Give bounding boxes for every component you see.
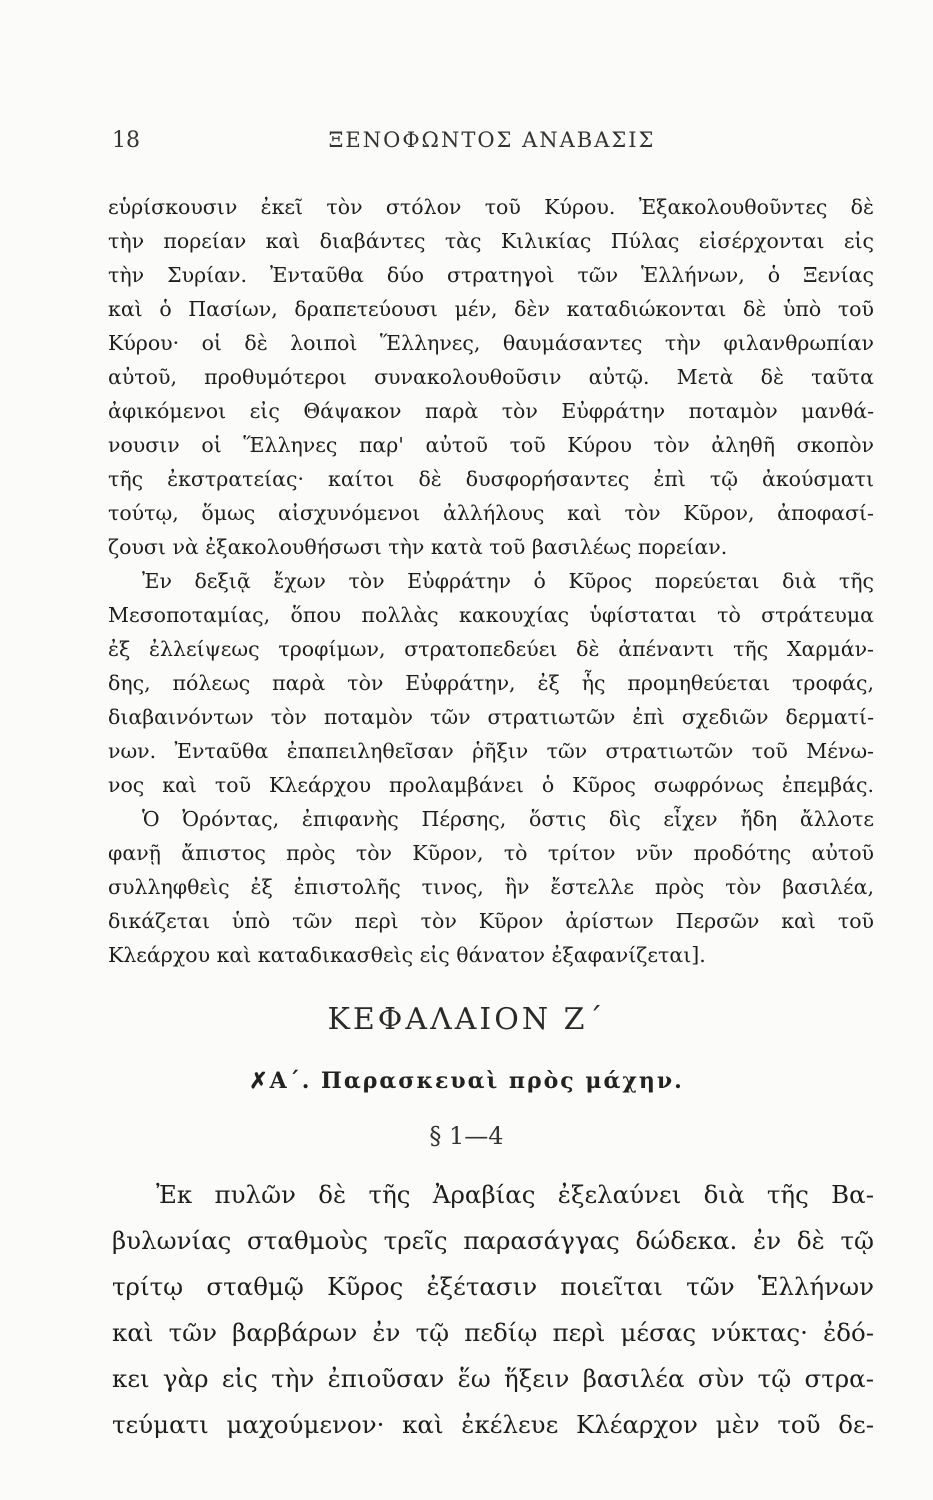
text-line: κει γὰρ εἰς τὴν ἐπιοῦσαν ἕω ἥξειν βασιλέα σὺν τῷ στρα- xyxy=(112,1364,874,1393)
chapter-title: ΚΕΦΑΛΑΙΟΝ Ζ΄ xyxy=(327,1002,606,1037)
running-head: ΞΕΝΟΦΩΝΤΟΣ ΑΝΑΒΑΣΙΣ xyxy=(328,128,656,152)
summary-line: διαβαινόντων τὸν ποταμὸν τῶν στρατιωτῶν ἐπὶ σχεδιῶν δερματί- xyxy=(108,705,874,729)
summary-line: νος καὶ τοῦ Κλεάρχου προλαμβάνει ὁ Κῦρος σωφρόνως ἐπεμβάς. xyxy=(108,773,874,797)
summary-line: καὶ ὁ Πασίων, δραπετεύουσι μέν, δὲν καταδιώκονται δὲ ὑπὸ τοῦ xyxy=(108,297,874,321)
text-line: τεύματι μαχούμενον· καὶ ἐκέλευε Κλέαρχον μὲν τοῦ δε- xyxy=(112,1410,874,1439)
summary-line: αὐτοῦ, προθυμότεροι συνακολουθοῦσιν αὐτῷ. Μετὰ δὲ ταῦτα xyxy=(108,365,874,389)
summary-line: νουσιν οἱ Ἕλληνες παρ' αὐτοῦ τοῦ Κύρου τὸν ἀληθῆ σκοπὸν xyxy=(108,433,874,457)
summary-line: Μεσοποταμίας, ὅπου πολλὰς κακουχίας ὑφίσταται τὸ στράτευμα xyxy=(108,603,874,627)
text-line: Ἐκ πυλῶν δὲ τῆς Ἀραβίας ἐξελαύνει διὰ τῆς Βα- xyxy=(156,1180,874,1209)
section-heading: ✗Α΄. Παρασκευαὶ πρὸς μάχην. xyxy=(249,1068,684,1094)
summary-line: ἀφικόμενοι εἰς Θάψακον παρὰ τὸν Εὐφράτην ποταμὸν μανθά- xyxy=(108,399,874,423)
summary-line: νων. Ἐνταῦθα ἐπαπειληθεῖσαν ῥῆξιν τῶν στρατιωτῶν τοῦ Μένω- xyxy=(108,739,874,763)
text-line: καὶ τῶν βαρβάρων ἐν τῷ πεδίῳ περὶ μέσας νύκτας· ἐδό- xyxy=(112,1318,874,1347)
summary-line: Ἐν δεξιᾷ ἔχων τὸν Εὐφράτην ὁ Κῦρος πορεύεται διὰ τῆς xyxy=(142,569,874,593)
summary-line: φανῇ ἄπιστος πρὸς τὸν Κῦρον, τὸ τρίτον νῦν προδότης αὐτοῦ xyxy=(108,841,874,865)
summary-line: Κύρου· οἱ δὲ λοιποὶ Ἕλληνες, θαυμάσαντες τὴν φιλανθρωπίαν xyxy=(108,331,874,355)
summary-line: τούτῳ, ὅμως αἰσχυνόμενοι ἀλλήλους καὶ τὸν Κῦρον, ἀποφασί- xyxy=(108,501,874,525)
summary-line: τὴν Συρίαν. Ἐνταῦθα δύο στρατηγοὶ τῶν Ἑλλήνων, ὁ Ξενίας xyxy=(108,263,874,287)
summary-line: δικάζεται ὑπὸ τῶν περὶ τὸν Κῦρον ἀρίστων Περσῶν καὶ τοῦ xyxy=(108,909,874,933)
paragraph-reference: § 1—4 xyxy=(429,1122,504,1150)
summary-line: εὑρίσκουσιν ἐκεῖ τὸν στόλον τοῦ Κύρου. Ἐξακολουθοῦντες δὲ xyxy=(108,195,874,219)
summary-line: συλληφθεὶς ἐξ ἐπιστολῆς τινος, ἣν ἔστελλε πρὸς τὸν βασιλέα, xyxy=(108,875,874,899)
summary-line: Ὁ Ὀρόντας, ἐπιφανὴς Πέρσης, ὅστις δὶς εἶχεν ἤδη ἄλλοτε xyxy=(142,807,874,831)
summary-line: Κλεάρχου καὶ καταδικασθεὶς εἰς θάνατον ἐξαφανίζεται]. xyxy=(108,943,706,967)
summary-line: τὴν πορείαν καὶ διαβάντες τὰς Κιλικίας Πύλας εἰσέρχονται εἰς xyxy=(108,229,874,253)
text-line: βυλωνίας σταθμοὺς τρεῖς παρασάγγας δώδεκα. ἐν δὲ τῷ xyxy=(112,1226,874,1255)
text-line: τρίτῳ σταθμῷ Κῦρος ἐξέτασιν ποιεῖται τῶν Ἑλλήνων xyxy=(112,1272,874,1301)
summary-line: δης, πόλεως παρὰ τὸν Εὐφράτην, ἐξ ἧς προμηθεύεται τροφάς, xyxy=(108,671,874,695)
summary-line: ζουσι νὰ ἐξακολουθήσωσι τὴν κατὰ τοῦ βασιλέως πορείαν. xyxy=(108,535,728,559)
summary-line: τῆς ἐκστρατείας· καίτοι δὲ δυσφορήσαντες ἐπὶ τῷ ἀκούσματι xyxy=(108,467,874,491)
page-header xyxy=(112,128,872,162)
page-number: 18 xyxy=(112,128,140,153)
summary-line: ἐξ ἐλλείψεως τροφίμων, στρατοπεδεύει δὲ ἀπέναντι τῆς Χαρμάν- xyxy=(108,637,874,661)
